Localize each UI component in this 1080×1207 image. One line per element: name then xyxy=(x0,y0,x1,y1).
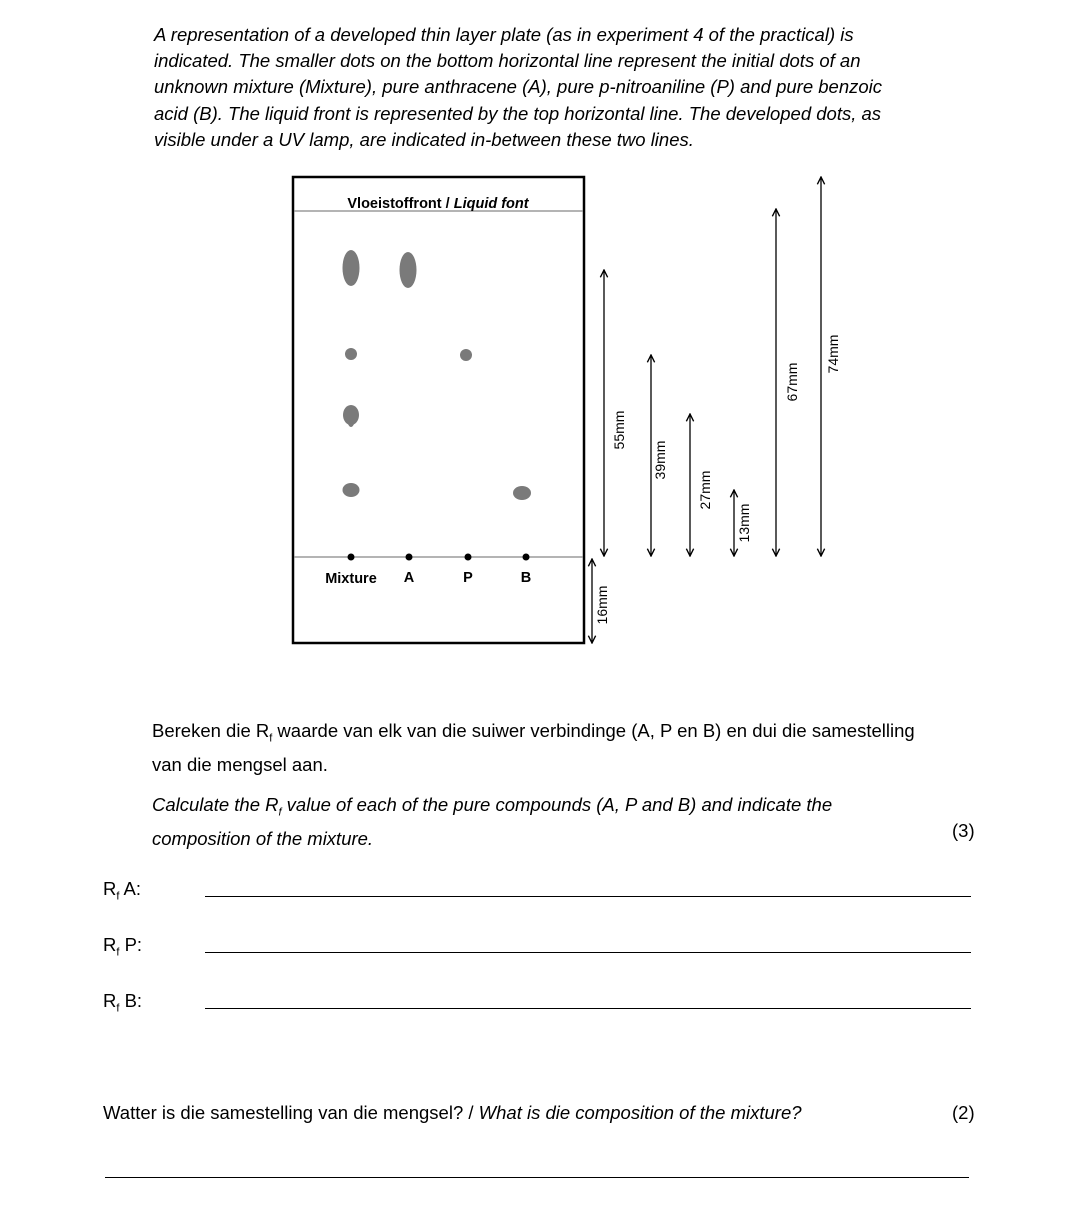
intro-line: indicated. The smaller dots on the bottom horizontal line represent the initial dots of an xyxy=(154,50,861,72)
composition-answer-line[interactable] xyxy=(105,1177,969,1178)
spot-anthracene xyxy=(400,252,417,288)
spot-mixture-3-tail xyxy=(347,422,355,427)
rf-a-answer-line[interactable] xyxy=(205,896,971,897)
dimension-label: 74mm xyxy=(825,334,841,374)
question-line: van die mengsel aan. xyxy=(152,753,328,775)
composition-marks: (2) xyxy=(952,1102,975,1123)
origin-dot-p xyxy=(465,554,472,561)
origin-dot-a xyxy=(406,554,413,561)
lane-label: P xyxy=(463,570,473,586)
question-line: Calculate the $R_f$ value of each of the pure compounds (A, P and B) and indicate the xyxy=(152,794,833,819)
origin-dot-b xyxy=(523,554,530,561)
rf-p-answer-line[interactable] xyxy=(205,952,971,953)
dimension-label: 55mm xyxy=(611,410,627,450)
intro-line: visible under a UV lamp, are indicated in-between these two lines. xyxy=(154,128,694,150)
dimension-label: 16mm xyxy=(594,585,610,625)
rf-b-label: $R_f$ B: xyxy=(103,990,143,1015)
lane-label: A xyxy=(403,570,415,586)
question-line: Bereken die $R_f$ waarde van elk van die suiwer verbindinge (A, P en B) en dui die samestelling xyxy=(152,720,915,745)
lane-label: B xyxy=(520,570,532,586)
spot-mixture-4 xyxy=(343,483,360,497)
spot-benzoic-acid xyxy=(513,486,531,500)
spot-mixture-2 xyxy=(345,348,357,360)
intro-line: acid (B). The liquid front is represented by the top horizontal line. The developed dots, as xyxy=(154,102,882,124)
rf-a-label: $R_f$ A: xyxy=(103,878,142,903)
rf-p-label: $R_f$ P: xyxy=(103,934,143,959)
liquid-front-label: Vloeistoffront / Liquid font xyxy=(347,196,529,212)
spot-p-nitroaniline xyxy=(460,349,472,361)
question-line: composition of the mixture. xyxy=(152,827,374,849)
composition-question: Watter is die samestelling van die mengsel? / What is die composition of the mixture? xyxy=(103,1102,802,1123)
marks-label: (3) xyxy=(952,820,975,841)
question-english xyxy=(152,792,832,852)
intro-line: unknown mixture (Mixture), pure anthracene (A), pure p-nitroaniline (P) and pure benzoic xyxy=(154,76,883,98)
dimension-label: 67mm xyxy=(784,362,800,402)
question-afrikaans xyxy=(152,718,915,778)
dimension-label: 39mm xyxy=(652,440,668,480)
spot-mixture-1 xyxy=(343,250,360,286)
lane-label: Mixture xyxy=(325,571,377,587)
origin-dot-mixture xyxy=(348,554,355,561)
rf-b-answer-line[interactable] xyxy=(205,1008,971,1009)
dimension-label: 13mm xyxy=(736,503,752,543)
intro-line: A representation of a developed thin layer plate (as in experiment 4 of the practical) is xyxy=(154,24,854,45)
dimension-label: 27mm xyxy=(697,470,713,510)
